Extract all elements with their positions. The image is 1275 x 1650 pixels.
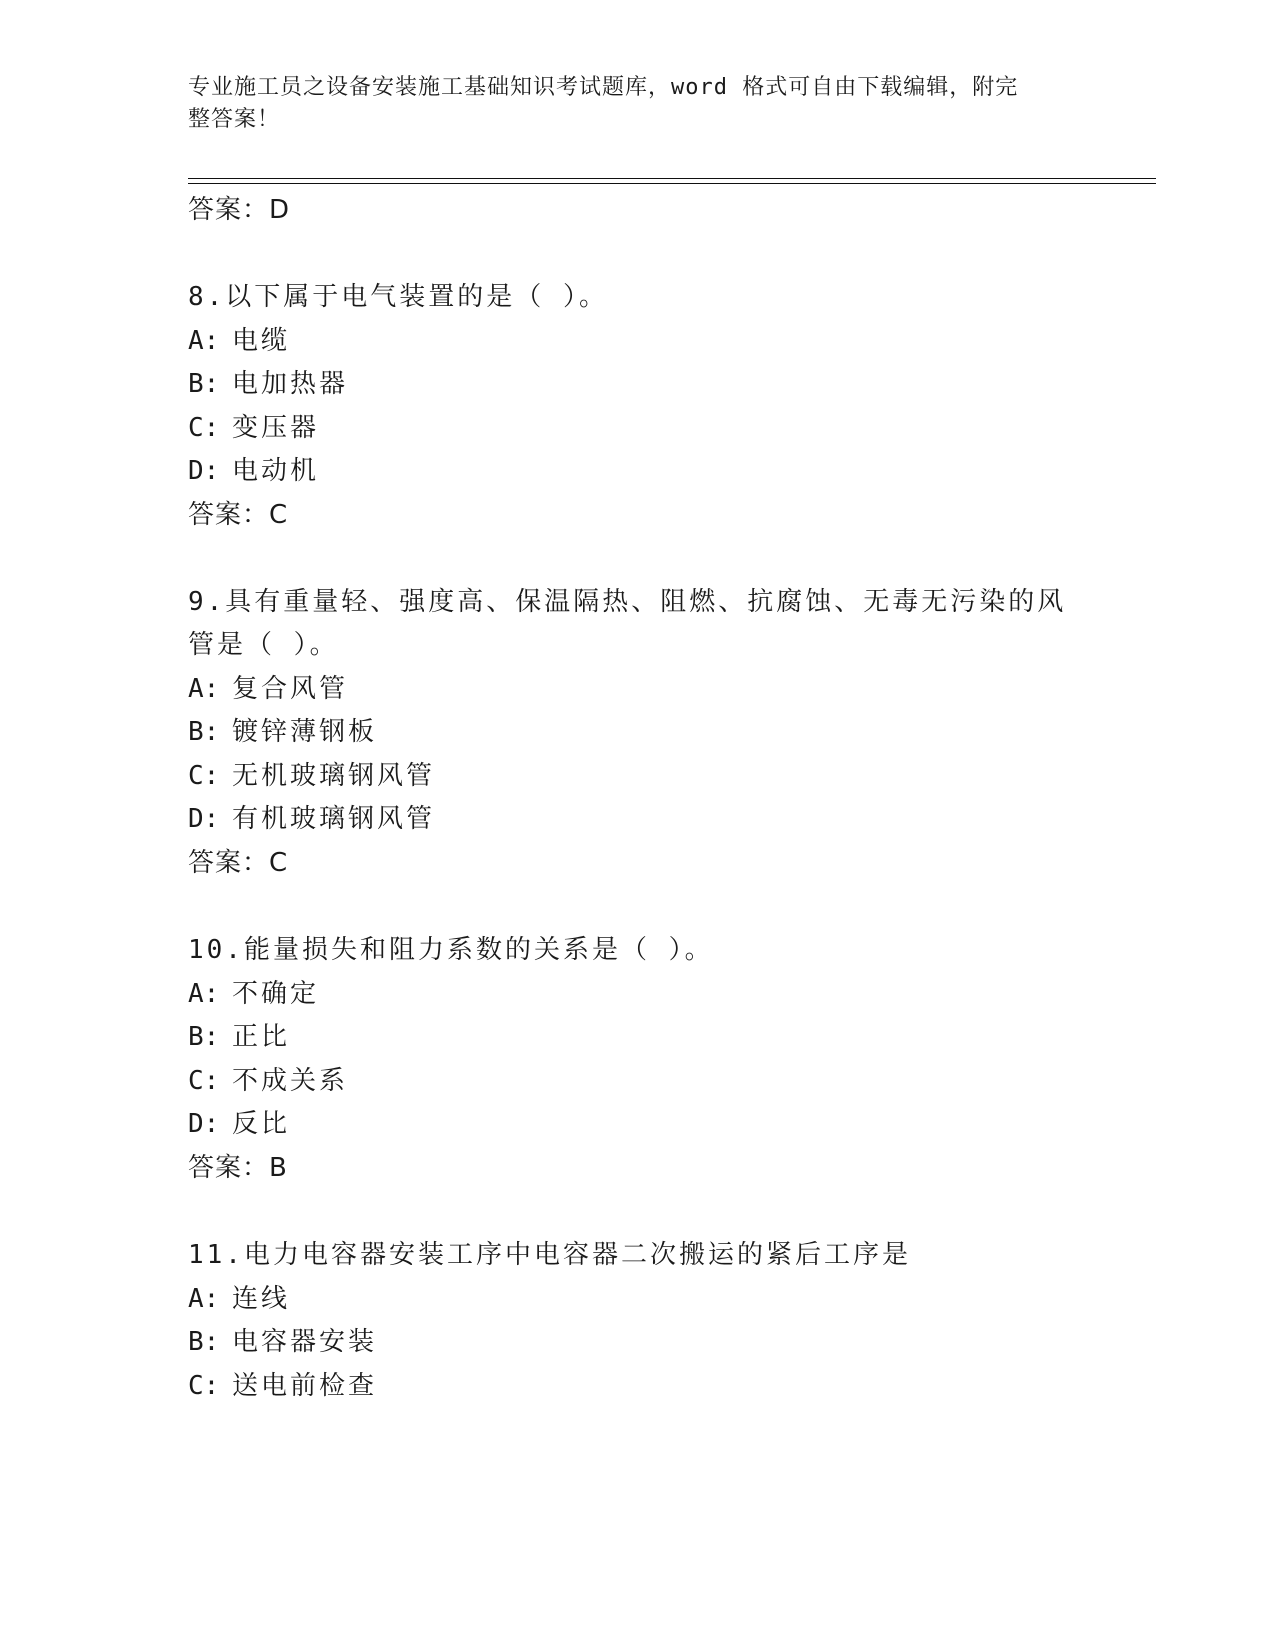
question-10-option-c [188, 1064, 348, 1098]
question-9-option-a [188, 672, 348, 706]
option-letter: B: [188, 369, 220, 399]
question-9-option-d [188, 802, 435, 836]
option-text: 电加热器 [232, 369, 349, 399]
question-9-stem-line-1: 9.具有重量轻、强度高、保温隔热、阻燃、抗腐蚀、无毒无污染的风 [188, 587, 1067, 617]
option-letter: D: [188, 456, 220, 486]
option-text: 镀锌薄钢板 [232, 717, 378, 747]
option-text: 电动机 [232, 456, 320, 486]
option-text: 反比 [232, 1109, 291, 1139]
question-8-option-d [188, 454, 319, 488]
question-8-option-a [188, 324, 290, 358]
option-text: 无机玻璃钢风管 [232, 761, 436, 791]
document-header [188, 72, 1068, 136]
question-8-option-b [188, 367, 348, 401]
question-10-stem: 10.能量损失和阻力系数的关系是（ ）。 [188, 935, 714, 965]
option-text: 连线 [232, 1284, 291, 1314]
option-text: 复合风管 [232, 674, 349, 704]
option-text: 有机玻璃钢风管 [232, 804, 436, 834]
question-11-stem: 11.电力电容器安装工序中电容器二次搬运的紧后工序是 [188, 1240, 911, 1270]
option-letter: D: [188, 1109, 220, 1139]
question-9-option-c [188, 759, 435, 793]
option-text: 送电前检查 [232, 1371, 378, 1401]
question-11-option-b [188, 1325, 377, 1359]
option-letter: A: [188, 674, 220, 704]
option-text: 不成关系 [232, 1066, 349, 1096]
question-11-option-a [188, 1282, 290, 1316]
question-9-answer: 答案：C [188, 848, 289, 878]
option-text: 正比 [232, 1022, 291, 1052]
header-divider-top [188, 178, 1156, 179]
option-letter: A: [188, 326, 220, 356]
option-letter: A: [188, 979, 220, 1009]
option-letter: D: [188, 804, 220, 834]
question-8-stem: 8.以下属于电气装置的是（ ）。 [188, 282, 608, 312]
option-text: 不确定 [232, 979, 320, 1009]
question-8-option-c [188, 411, 319, 445]
header-divider-bottom [188, 183, 1156, 184]
question-10-answer: 答案：B [188, 1153, 288, 1183]
option-letter: B: [188, 1022, 220, 1052]
header-line-1: 专业施工员之设备安装施工基础知识考试题库，word 格式可自由下载编辑，附完 [188, 75, 1019, 100]
question-11-option-c [188, 1369, 377, 1403]
question-10-option-b [188, 1020, 290, 1054]
question-9-option-b [188, 715, 377, 749]
option-letter: B: [188, 1327, 220, 1357]
question-9-stem-line-2: 管是（ ）。 [188, 630, 339, 660]
option-letter: C: [188, 413, 220, 443]
prev-answer: 答案：D [188, 195, 291, 225]
question-10-option-a [188, 977, 319, 1011]
option-text: 变压器 [232, 413, 320, 443]
header-line-2: 整答案！ [188, 107, 281, 132]
question-10-option-d [188, 1107, 290, 1141]
option-letter: C: [188, 1371, 220, 1401]
option-letter: C: [188, 1066, 220, 1096]
option-letter: B: [188, 717, 220, 747]
option-text: 电缆 [232, 326, 291, 356]
option-letter: A: [188, 1284, 220, 1314]
question-8-answer: 答案：C [188, 500, 289, 530]
option-text: 电容器安装 [232, 1327, 378, 1357]
option-letter: C: [188, 761, 220, 791]
